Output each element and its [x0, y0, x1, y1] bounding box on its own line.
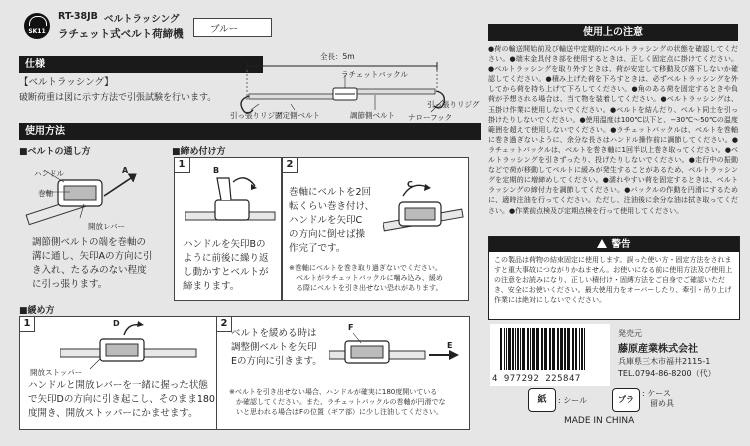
loosening-step1: [19, 316, 227, 430]
barcode-bar: [541, 328, 543, 370]
barcode-bar: [517, 328, 519, 370]
spec-item: 【ベルトラッシング】: [19, 77, 114, 88]
barcode-number: 4 977292 225847: [492, 374, 581, 384]
maker-name: 藤原産業株式会社: [618, 344, 698, 355]
barcode-bar: [506, 328, 507, 370]
barcode-bar: [532, 328, 535, 370]
barcode-bar: [584, 328, 585, 370]
label-adjust-belt: 調節側ベルト: [350, 111, 395, 120]
caution-heading: [488, 24, 738, 41]
caution-heading-text: 使用上の注意: [583, 27, 643, 38]
label-total-length: 全長：5m: [320, 52, 355, 61]
tightening-step1-text: ハンドルを矢印Bの ように前後に繰り返 し動かすとベルトが 締まります。: [183, 239, 269, 292]
barcode-bar: [567, 328, 570, 370]
paper-recycle-mark: [528, 388, 556, 412]
barcode-bars: [500, 328, 602, 370]
tightening-step1: [174, 157, 282, 301]
barcode-bar: [504, 328, 505, 370]
label-pull-ring-left: 引っ張りリジグ: [230, 111, 283, 120]
caution-text: ●荷の輸送開始前及び輸送中定期的にベルトラッシングの状態を確認してください。●端末金具付き部を使用するときは、正しく固定点に掛けてください。●ベルトラッシングを取り外すときは、荷が安定して移動及び落下しないか確認してください。●積み上げた荷を下ろすときは、必ずベルトラッシングを外してから荷を持ち上げて下ろしてください。●角のある荷を固定するときや負荷が予想される場合は、当て物を装着してください。●ベルトラッシングは、玉掛け作業に使用しないでください。●ベルトを結んだり、ベルト同士を引っ掛けたりしないでください。●使用温度は100℃以下と、−30℃〜50℃の温度範囲を超えて使用しないでください。●ラチェットバックルは、ベルトを巻軸に巻き過ぎないように、余分な長さはハンドル操作前に調節してください。●ラチェットバックルは、ベルトを巻き軸に1回半以上巻き取ってください。●ベルトラッシングを引きずったり、投げたりしないでください。●走行中の振動などで荷が移動してベルトに緩みが発生することがあるため、ベルトラッシングを定期的に増締めしてください。●濡れやすい荷を固定するときは、ベルトラッシングの締付力を調節してください。●バックルの作動を円滑にするために、適時注油を行ってください。ただし、注油後に余分な油は拭き取ってください。●作業前点検及び定期点検を行って使用してください。: [488, 45, 738, 215]
usage-heading: 使用方法: [19, 123, 481, 140]
warning-heading: 警告: [611, 239, 631, 250]
threading-title: ■ベルトの通し方: [19, 147, 91, 157]
tightening-step2-text: 巻軸にベルトを2回 転くらい巻き付け、 ハンドルを矢印C の方向に倒せば操 作完了です。: [289, 187, 375, 254]
arrow-f-label: F: [348, 323, 354, 332]
product-name-line1: ベルトラッシング: [104, 14, 180, 25]
loosening-step2-note: ※ベルトを引き出せない場合、ハンドルが確実に180度開いている か確認してください。また、ラチェットバックルの巻軸が円滑でな いと思われる場合はFの位置（ギア部）に少し注油してください。: [229, 388, 446, 416]
barcode-bar: [500, 328, 502, 370]
loosening-step2-text: ベルトを緩める時は 調整側ベルトを矢印 Eの方向に引きます。: [231, 328, 322, 367]
tightening-step2: [282, 157, 469, 301]
maker-label: 発売元: [618, 329, 642, 338]
label-release-stopper: 開放ストッパー: [30, 368, 83, 377]
barcode-bar: [544, 328, 547, 370]
tightening-step2-note: ※巻軸にベルトを巻き取り過ぎないでください。 ベルトがラチェットバックルに噛み込み、緩め る際にベルトを引き出せない恐れがあります。: [289, 264, 443, 292]
warning-icon: [597, 239, 607, 248]
label-handle: ハンドル: [34, 169, 64, 178]
step-number: 1: [175, 158, 190, 173]
loosening-step1-text: ハンドルと開放レバーを一緒に握った状態 で矢印Dの方向に引き起こし、そのまま180 度開き、開放ストッパーにかませます。: [28, 380, 215, 419]
label-ratchet-buckle: ラチェットバックル: [341, 70, 408, 79]
label-reel: 巻軸: [38, 189, 53, 198]
barcode-bar: [564, 328, 566, 370]
loosening-title: ■緩め方: [19, 306, 55, 316]
loosening-step2: [216, 316, 470, 430]
barcode-bar: [520, 328, 521, 370]
label-release-lever: 開放レバー: [88, 222, 125, 231]
spec-description: 破断荷重は図に示す方法で引張試験を行います。: [19, 93, 217, 103]
step-number: 2: [283, 158, 298, 173]
maker-address: 兵庫県三木市福井2115-1: [618, 357, 711, 366]
arrow-d-label: D: [113, 319, 120, 328]
barcode: [490, 324, 610, 386]
barcode-bar: [508, 328, 511, 370]
barcode-bar: [549, 328, 551, 370]
brand-logo: SK11: [24, 13, 50, 39]
label-narrow-hook: ナローフック: [408, 113, 453, 122]
warning-header: [489, 237, 739, 252]
spec-heading: 仕様: [19, 56, 263, 73]
model-number: RT-38JB: [58, 11, 98, 22]
arrow-a-label: A: [122, 166, 129, 175]
barcode-bar: [581, 328, 583, 370]
plastic-mark-text: プラ: [618, 395, 634, 404]
tightening-step1-diagram: [185, 170, 277, 228]
step-number: 1: [20, 317, 35, 332]
barcode-bar: [575, 328, 577, 370]
barcode-bar: [572, 328, 574, 370]
color-name: ブルー: [210, 24, 239, 35]
tightening-step2-diagram: [383, 172, 465, 244]
step-number: 2: [217, 317, 232, 332]
barcode-bar: [552, 328, 555, 370]
paper-mark-text: 紙: [537, 395, 547, 405]
tightening-title: ■締め付け方: [172, 147, 226, 157]
plastic-recycle-mark: [612, 388, 640, 412]
threading-text: 調節側ベルトの端を巻軸の 溝に通し、矢印Aの方向に引 き入れ、たるみのない程度 に引っ張ります。: [32, 237, 153, 290]
warning-text: この製品は荷物の結束固定に使用します。誤った使い方・固定方法をされますと重大事故につながりかねません。お使いになる前に使用方法及び使用上の注意をお読みになり、正しい積付け・固縛方法をご自身でご確認いただき、安全にお使いください。最大使用力をオーバーしたり、牽引・吊り上げ作業には絶対にしないでください。: [494, 256, 733, 304]
barcode-bar: [560, 328, 563, 370]
barcode-bar: [522, 328, 525, 370]
label-pull-ring-right: 引っ張りリジグ: [427, 100, 480, 109]
arrow-b-label: B: [213, 166, 220, 175]
barcode-bar: [530, 328, 531, 370]
maker-tel: TEL.0794-86-8200（代）: [618, 369, 716, 378]
barcode-bar: [579, 328, 580, 370]
color-box: [193, 18, 272, 37]
product-name-line2: ラチェット式ベルト荷締機: [58, 28, 184, 40]
barcode-bar: [527, 328, 529, 370]
plastic-recycle-label: : ケース 留め具: [642, 389, 674, 408]
made-in: MADE IN CHINA: [564, 416, 635, 426]
arrow-c-label: C: [407, 180, 413, 189]
warning-box: [488, 236, 740, 320]
barcode-bar: [512, 328, 514, 370]
arrow-e-label: E: [447, 341, 453, 350]
barcode-bar: [536, 328, 539, 370]
barcode-bar: [515, 328, 516, 370]
paper-recycle-label: : シール: [558, 396, 588, 405]
label-fixed-belt: 固定側ベルト: [275, 111, 320, 120]
barcode-bar: [557, 328, 559, 370]
